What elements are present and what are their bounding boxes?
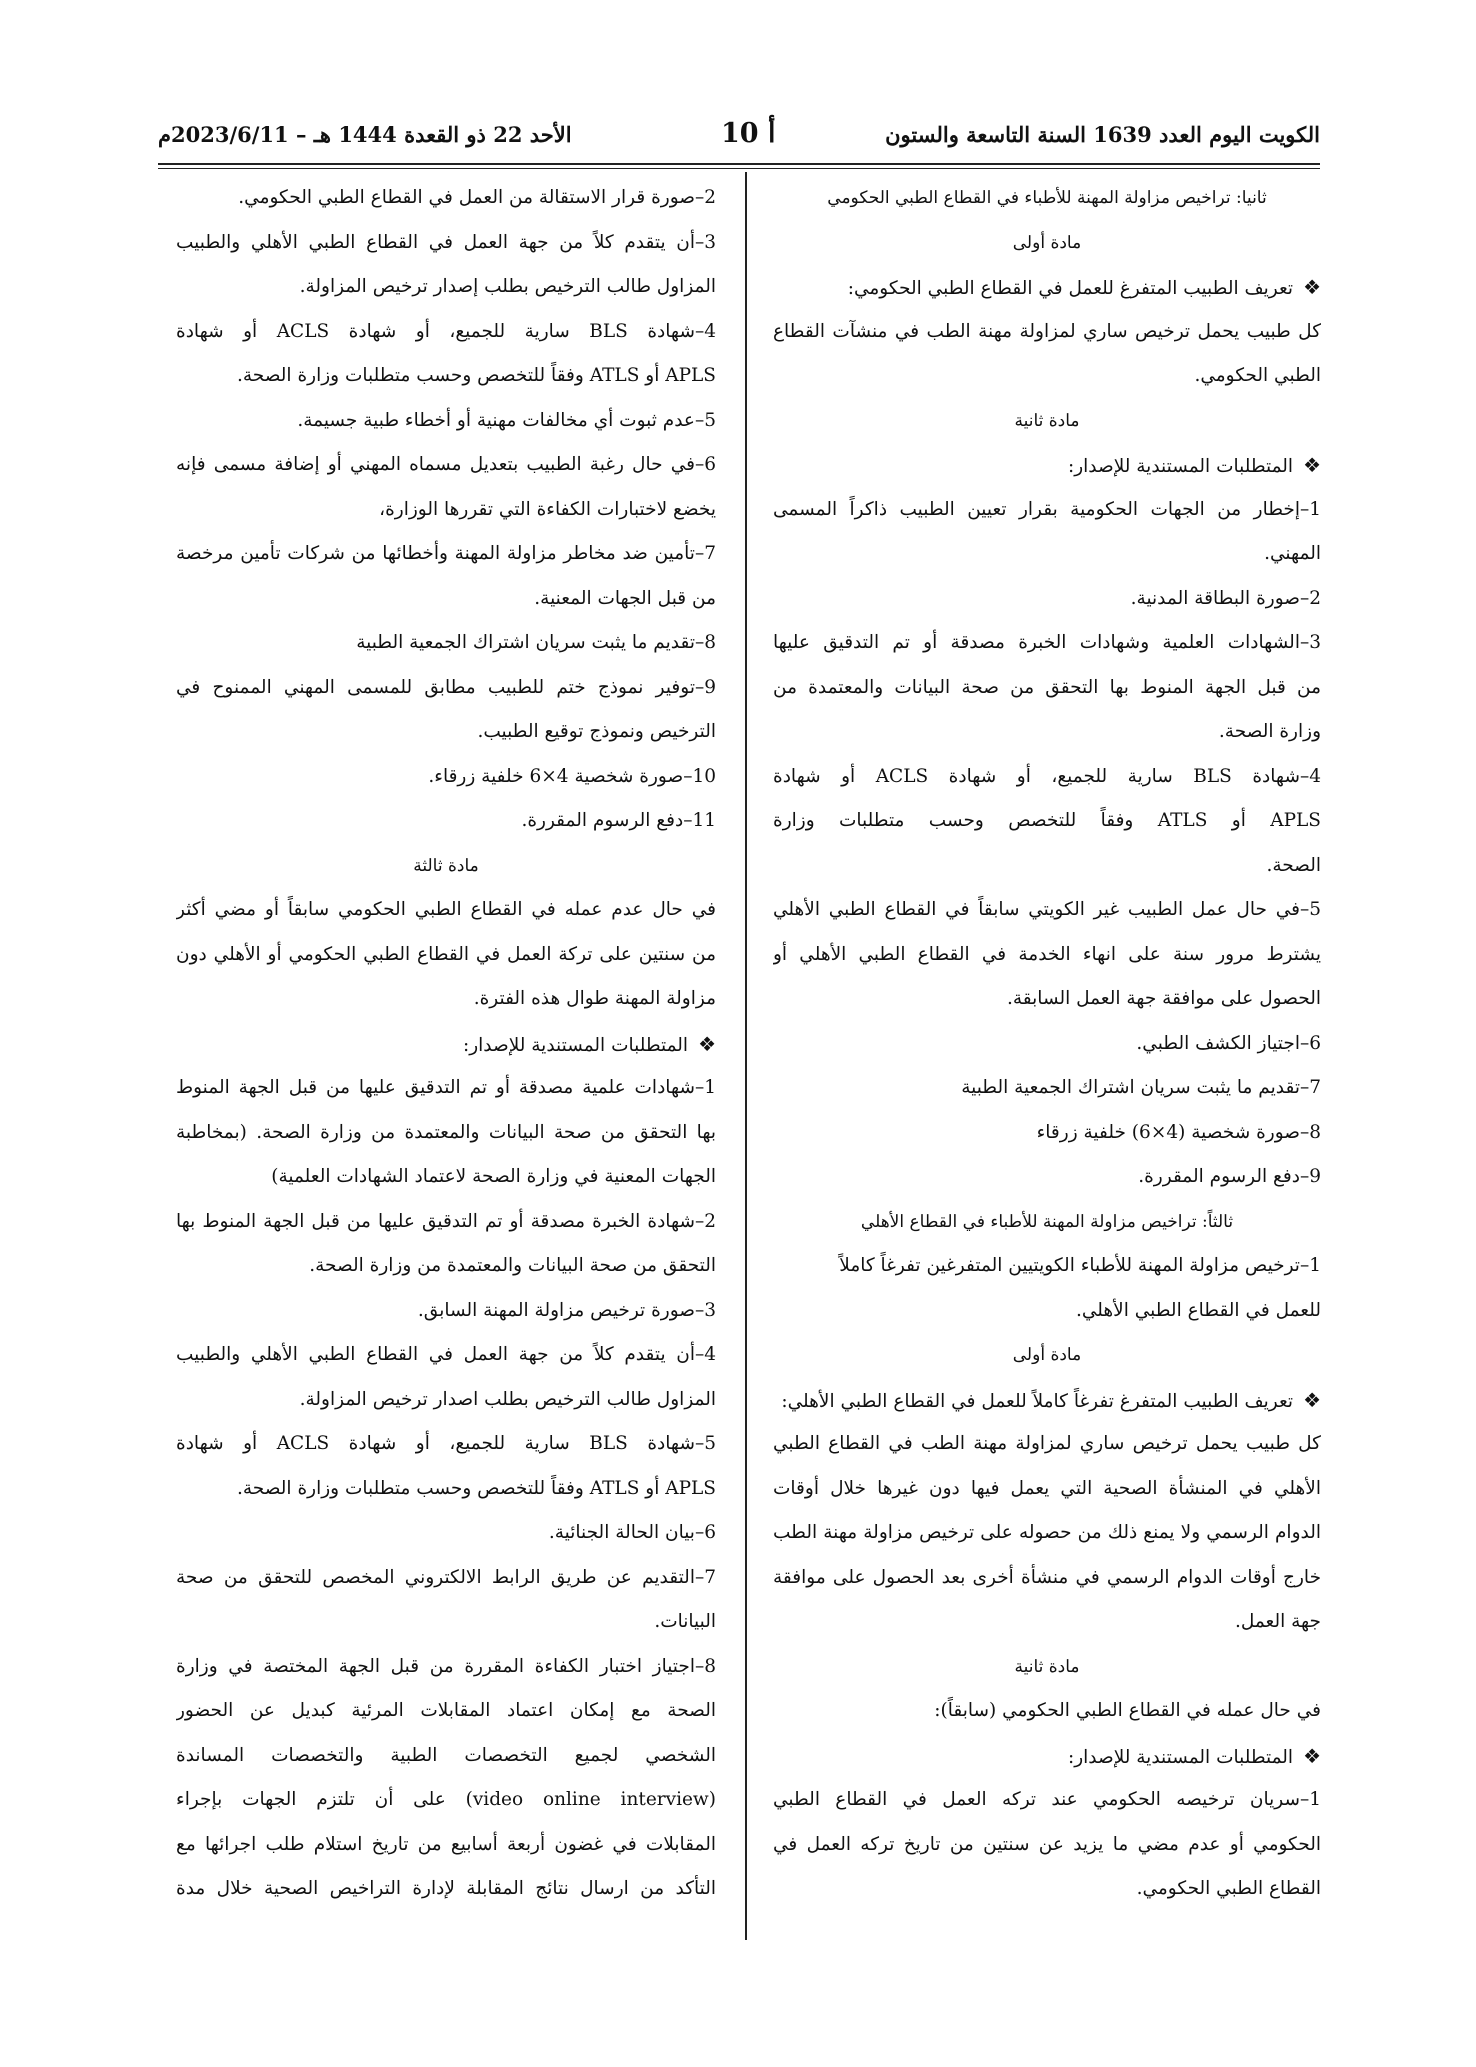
header-page-number: أ 10 xyxy=(721,118,776,149)
text-line xyxy=(176,265,716,310)
header-issue-info: الكويت اليوم العدد 1639 السنة التاسعة والستون xyxy=(885,122,1320,147)
text-line xyxy=(773,443,1321,488)
line-text: مادة أولى xyxy=(1012,232,1082,253)
line-text: 6–بيان الحالة الجنائية. xyxy=(548,1522,716,1543)
line-text: 1–إخطار من الجهات الحكومية بقرار تعيين الطبيب ذاكراً المسمى xyxy=(773,498,1321,520)
text-line xyxy=(176,310,716,355)
line-text: الشخصي لجميع التخصصات الطبية والتخصصات المساندة xyxy=(176,1744,716,1766)
text-line xyxy=(176,1689,716,1734)
line-text: 8–صورة شخصية (4×6) خلفية زرقاء xyxy=(1036,1121,1321,1143)
line-text: تعريف الطبيب المتفرغ للعمل في القطاع الطبي الحكومي: xyxy=(847,278,1294,299)
section-heading xyxy=(773,1645,1321,1690)
text-line xyxy=(176,1244,716,1289)
line-text: بها التحقق من صحة البيانات والمعتمدة من وزارة الصحة. (بمخاطبة xyxy=(176,1121,716,1143)
text-line xyxy=(176,1333,716,1378)
text-line xyxy=(176,1289,716,1334)
line-text: المتطلبات المستندية للإصدار: xyxy=(462,1034,689,1056)
text-line xyxy=(176,488,716,533)
line-text: ثالثاً: تراخيص مزاولة المهنة للأطباء في القطاع الأهلي xyxy=(860,1211,1234,1232)
line-text: الحصول على موافقة جهة العمل السابقة. xyxy=(1007,988,1321,1009)
text-line xyxy=(176,176,716,221)
text-line xyxy=(773,1066,1321,1111)
line-text: البيانات. xyxy=(654,1611,716,1632)
line-text: التأكد من ارسال نتائج المقابلة لإدارة التراخيص الصحية خلال مدة xyxy=(176,1878,716,1899)
line-text: المزاول طالب الترخيص بطلب اصدار ترخيص المزاولة. xyxy=(299,1388,716,1410)
line-text: الدوام الرسمي ولا يمنع ذلك من حصوله على ترخيص مزاولة مهنة الطب xyxy=(773,1522,1321,1543)
text-line xyxy=(176,1467,716,1512)
line-text: 1–ترخيص مزاولة المهنة للأطباء الكويتيين المتفرغين تفرغاً كاملاً xyxy=(839,1255,1321,1276)
line-text: APLS أو ATLS وفقاً للتخصص وحسب متطلبات وزارة الصحة. xyxy=(237,365,716,386)
bullet-diamond-icon: ❖ xyxy=(1303,275,1321,299)
text-line xyxy=(176,354,716,399)
line-text: 2–صورة قرار الاستقالة من العمل في القطاع الطبي الحكومي. xyxy=(238,187,716,208)
line-text: للعمل في القطاع الطبي الأهلي. xyxy=(1076,1299,1321,1321)
line-text: المقابلات في غضون أربعة أسابيع من تاريخ استلام طلب اجرائها مع xyxy=(176,1833,716,1855)
text-line xyxy=(176,532,716,577)
line-text: APLS أو ATLS وفقاً للتخصص وحسب متطلبات وزارة xyxy=(773,810,1321,831)
text-line xyxy=(773,532,1321,577)
line-text: 7–التقديم عن طريق الرابط الالكتروني المخصص للتحقق من صحة xyxy=(176,1566,716,1588)
text-line xyxy=(773,1289,1321,1334)
line-text: في حال عدم عمله في القطاع الطبي الحكومي سابقاً أو مضي أكثر xyxy=(176,899,716,920)
line-text: 5–في حال عمل الطبيب غير الكويتي سابقاً في القطاع الطبي الأهلي xyxy=(773,899,1321,920)
text-line xyxy=(773,1556,1321,1601)
text-line xyxy=(773,755,1321,800)
text-line xyxy=(176,1556,716,1601)
column-divider xyxy=(745,172,747,1940)
right-column xyxy=(773,176,1321,1912)
line-text: الصحة مع إمكان اعتماد المقابلات المرئية كبديل عن الحضور xyxy=(176,1700,716,1721)
text-line xyxy=(176,1022,716,1067)
text-line xyxy=(176,621,716,666)
line-text: مادة ثانية xyxy=(1014,410,1080,431)
text-line xyxy=(176,1200,716,1245)
line-text: يشترط مرور سنة على انهاء الخدمة في القطاع الطبي الأهلي أو xyxy=(773,943,1321,965)
text-line xyxy=(176,933,716,978)
line-text: 7–تقديم ما يثبت سريان اشتراك الجمعية الطبية xyxy=(961,1077,1321,1098)
text-line xyxy=(176,1867,716,1912)
text-line xyxy=(176,1734,716,1779)
text-line xyxy=(176,977,716,1022)
page-header xyxy=(158,118,1320,160)
line-text: من سنتين على تركة العمل في القطاع الطبي الحكومي أو الأهلي دون xyxy=(176,943,716,965)
line-text: 2–صورة البطاقة المدنية. xyxy=(1130,587,1321,609)
line-text: الترخيص ونموذج توقيع الطبيب. xyxy=(477,721,716,742)
text-line xyxy=(176,755,716,800)
line-text: الأهلي في المنشأة الصحية التي يعمل فيها دون غيرها خلال أوقات xyxy=(773,1477,1321,1499)
line-text: 4–أن يتقدم كلاً من جهة العمل في القطاع الطبي الأهلي والطبيب xyxy=(176,1344,716,1365)
text-line xyxy=(176,399,716,444)
text-line xyxy=(773,488,1321,533)
line-text: المزاول طالب الترخيص بطلب إصدار ترخيص المزاولة. xyxy=(299,276,716,297)
text-line xyxy=(773,577,1321,622)
line-text: يخضع لاختبارات الكفاءة التي تقررها الوزارة، xyxy=(379,498,716,520)
section-heading xyxy=(773,221,1321,266)
text-line xyxy=(773,1600,1321,1645)
text-line xyxy=(176,1066,716,1111)
line-text: 3–الشهادات العلمية وشهادات الخبرة مصدقة أو تم التدقيق عليها xyxy=(773,632,1321,653)
line-text: 1–سريان ترخيصه الحكومي عند تركه العمل في القطاع الطبي xyxy=(773,1789,1321,1810)
bullet-diamond-icon: ❖ xyxy=(1303,453,1321,477)
section-heading xyxy=(773,1333,1321,1378)
text-line xyxy=(176,1600,716,1645)
text-line xyxy=(773,710,1321,755)
text-line xyxy=(773,1111,1321,1156)
text-line xyxy=(773,933,1321,978)
line-text: الطبي الحكومي. xyxy=(1194,365,1321,386)
line-text: كل طبيب يحمل ترخيص ساري لمزاولة مهنة الطب في منشآت القطاع xyxy=(773,320,1321,342)
line-text: في حال عمله في القطاع الطبي الحكومي (سابقاً): xyxy=(934,1700,1321,1721)
text-line xyxy=(773,1467,1321,1512)
text-line xyxy=(773,1778,1321,1823)
line-text: 8–تقديم ما يثبت سريان اشتراك الجمعية الطبية xyxy=(356,632,716,653)
line-text: 4–شهادة BLS سارية للجميع، أو شهادة ACLS أو شهادة xyxy=(176,320,716,342)
bullet-diamond-icon: ❖ xyxy=(1303,1743,1321,1768)
text-line xyxy=(176,221,716,266)
text-line xyxy=(773,1823,1321,1868)
header-date: الأحد 22 ذو القعدة 1444 هـ – 2023/6/11م xyxy=(158,122,572,147)
line-text: APLS أو ATLS وفقاً للتخصص وحسب متطلبات وزارة الصحة. xyxy=(237,1477,716,1499)
text-line xyxy=(176,1111,716,1156)
line-text: كل طبيب يحمل ترخيص ساري لمزاولة مهنة الطب في القطاع الطبي xyxy=(773,1433,1321,1454)
line-text: 10–صورة شخصية 4×6 خلفية زرقاء. xyxy=(428,765,716,787)
text-line xyxy=(773,1378,1321,1423)
line-text: خارج أوقات الدوام الرسمي في منشأة أخرى بعد الحصول على موافقة xyxy=(773,1566,1321,1588)
line-text: 5–عدم ثبوت أي مخالفات مهنية أو أخطاء طبية جسيمة. xyxy=(297,409,716,431)
header-rule-thin xyxy=(158,168,1320,169)
line-text: 8–اجتياز اختبار الكفاءة المقررة من قبل الجهة المختصة في وزارة xyxy=(176,1655,716,1677)
text-line xyxy=(176,443,716,488)
line-text: مادة ثانية xyxy=(1014,1656,1080,1677)
text-line xyxy=(773,888,1321,933)
line-text: 11–دفع الرسوم المقررة. xyxy=(521,810,716,831)
bullet-diamond-icon: ❖ xyxy=(698,1031,716,1056)
bullet-diamond-icon: ❖ xyxy=(1303,1387,1321,1412)
text-line xyxy=(773,621,1321,666)
line-text: التحقق من صحة البيانات والمعتمدة من وزارة الصحة. xyxy=(309,1255,716,1276)
line-text: القطاع الطبي الحكومي. xyxy=(1136,1878,1321,1899)
text-line xyxy=(176,888,716,933)
line-text: الجهات المعنية في وزارة الصحة لاعتماد الشهادات العلمية) xyxy=(271,1166,716,1187)
line-text: 9–توفير نموذج ختم للطبيب مطابق للمسمى المهني الممنوح في xyxy=(176,676,716,698)
text-line xyxy=(773,844,1321,889)
text-line xyxy=(773,1734,1321,1779)
text-line xyxy=(773,799,1321,844)
text-line xyxy=(773,1689,1321,1734)
line-text: الصحة. xyxy=(1266,854,1321,876)
section-heading xyxy=(773,399,1321,444)
text-line xyxy=(773,666,1321,711)
line-text: 2–شهادة الخبرة مصدقة أو تم التدقيق عليها من قبل الجهة المنوط بها xyxy=(176,1210,716,1232)
left-column xyxy=(176,176,716,1912)
line-text: 3–أن يتقدم كلاً من جهة العمل في القطاع الطبي الأهلي والطبيب xyxy=(176,231,716,253)
text-line xyxy=(176,1511,716,1556)
line-text: ثانيا: تراخيص مزاولة المهنة للأطباء في القطاع الطبي الحكومي xyxy=(827,188,1267,208)
line-text: تعريف الطبيب المتفرغ تفرغاً كاملاً للعمل في القطاع الطبي الأهلي: xyxy=(781,1390,1294,1412)
text-line xyxy=(176,577,716,622)
line-text: وزارة الصحة. xyxy=(1218,721,1321,742)
text-line xyxy=(773,1422,1321,1467)
text-line xyxy=(773,1155,1321,1200)
line-text: 1–شهادات علمية مصدقة أو تم التدقيق عليها من قبل الجهة المنوط xyxy=(176,1077,716,1098)
text-line xyxy=(773,977,1321,1022)
line-text: من قبل الجهات المعنية. xyxy=(534,587,716,609)
line-text: مادة أولى xyxy=(1012,1345,1082,1365)
text-line xyxy=(773,310,1321,355)
text-line xyxy=(176,1155,716,1200)
text-line xyxy=(176,1645,716,1690)
text-line xyxy=(176,1823,716,1868)
line-text: الحكومي أو عدم مضي ما يزيد عن سنتين من تاريخ تركه العمل في xyxy=(773,1833,1321,1855)
line-text: جهة العمل. xyxy=(1234,1611,1321,1632)
line-text: المتطلبات المستندية للإصدار: xyxy=(1067,456,1294,477)
text-line xyxy=(773,1244,1321,1289)
line-text: 3–صورة ترخيص مزاولة المهنة السابق. xyxy=(417,1299,716,1321)
section-heading xyxy=(773,176,1321,221)
line-text: 9–دفع الرسوم المقررة. xyxy=(1138,1166,1321,1187)
line-text: 4–شهادة BLS سارية للجميع، أو شهادة ACLS أو شهادة xyxy=(773,765,1321,787)
text-line xyxy=(773,1511,1321,1556)
section-heading xyxy=(773,1200,1321,1245)
text-line xyxy=(773,1022,1321,1067)
text-line xyxy=(176,1778,716,1823)
line-text: مزاولة المهنة طوال هذه الفترة. xyxy=(473,988,716,1009)
text-line xyxy=(773,1867,1321,1912)
line-text: 7–تأمين ضد مخاطر مزاولة المهنة وأخطائها من شركات تأمين مرخصة xyxy=(176,543,716,564)
text-line xyxy=(176,799,716,844)
text-line xyxy=(773,354,1321,399)
header-rule xyxy=(158,163,1320,165)
line-text: (video online interview) على أن تلتزم الجهات بإجراء xyxy=(176,1789,716,1810)
text-line xyxy=(176,666,716,711)
line-text: 6–في حال رغبة الطبيب بتعديل مسماه المهني أو إضافة مسمى فإنه xyxy=(176,454,716,475)
line-text: مادة ثالثة xyxy=(413,855,479,876)
text-line xyxy=(176,1422,716,1467)
line-text: 5–شهادة BLS سارية للجميع، أو شهادة ACLS أو شهادة xyxy=(176,1433,716,1454)
text-line xyxy=(176,1378,716,1423)
text-line xyxy=(176,710,716,755)
line-text: من قبل الجهة المنوط بها التحقق من صحة البيانات والمعتمدة من xyxy=(773,676,1321,698)
text-line xyxy=(773,265,1321,310)
line-text: المهني. xyxy=(1264,543,1321,564)
line-text: 6–اجتياز الكشف الطبي. xyxy=(1136,1032,1321,1054)
section-heading xyxy=(176,844,716,889)
line-text: المتطلبات المستندية للإصدار: xyxy=(1067,1746,1294,1768)
